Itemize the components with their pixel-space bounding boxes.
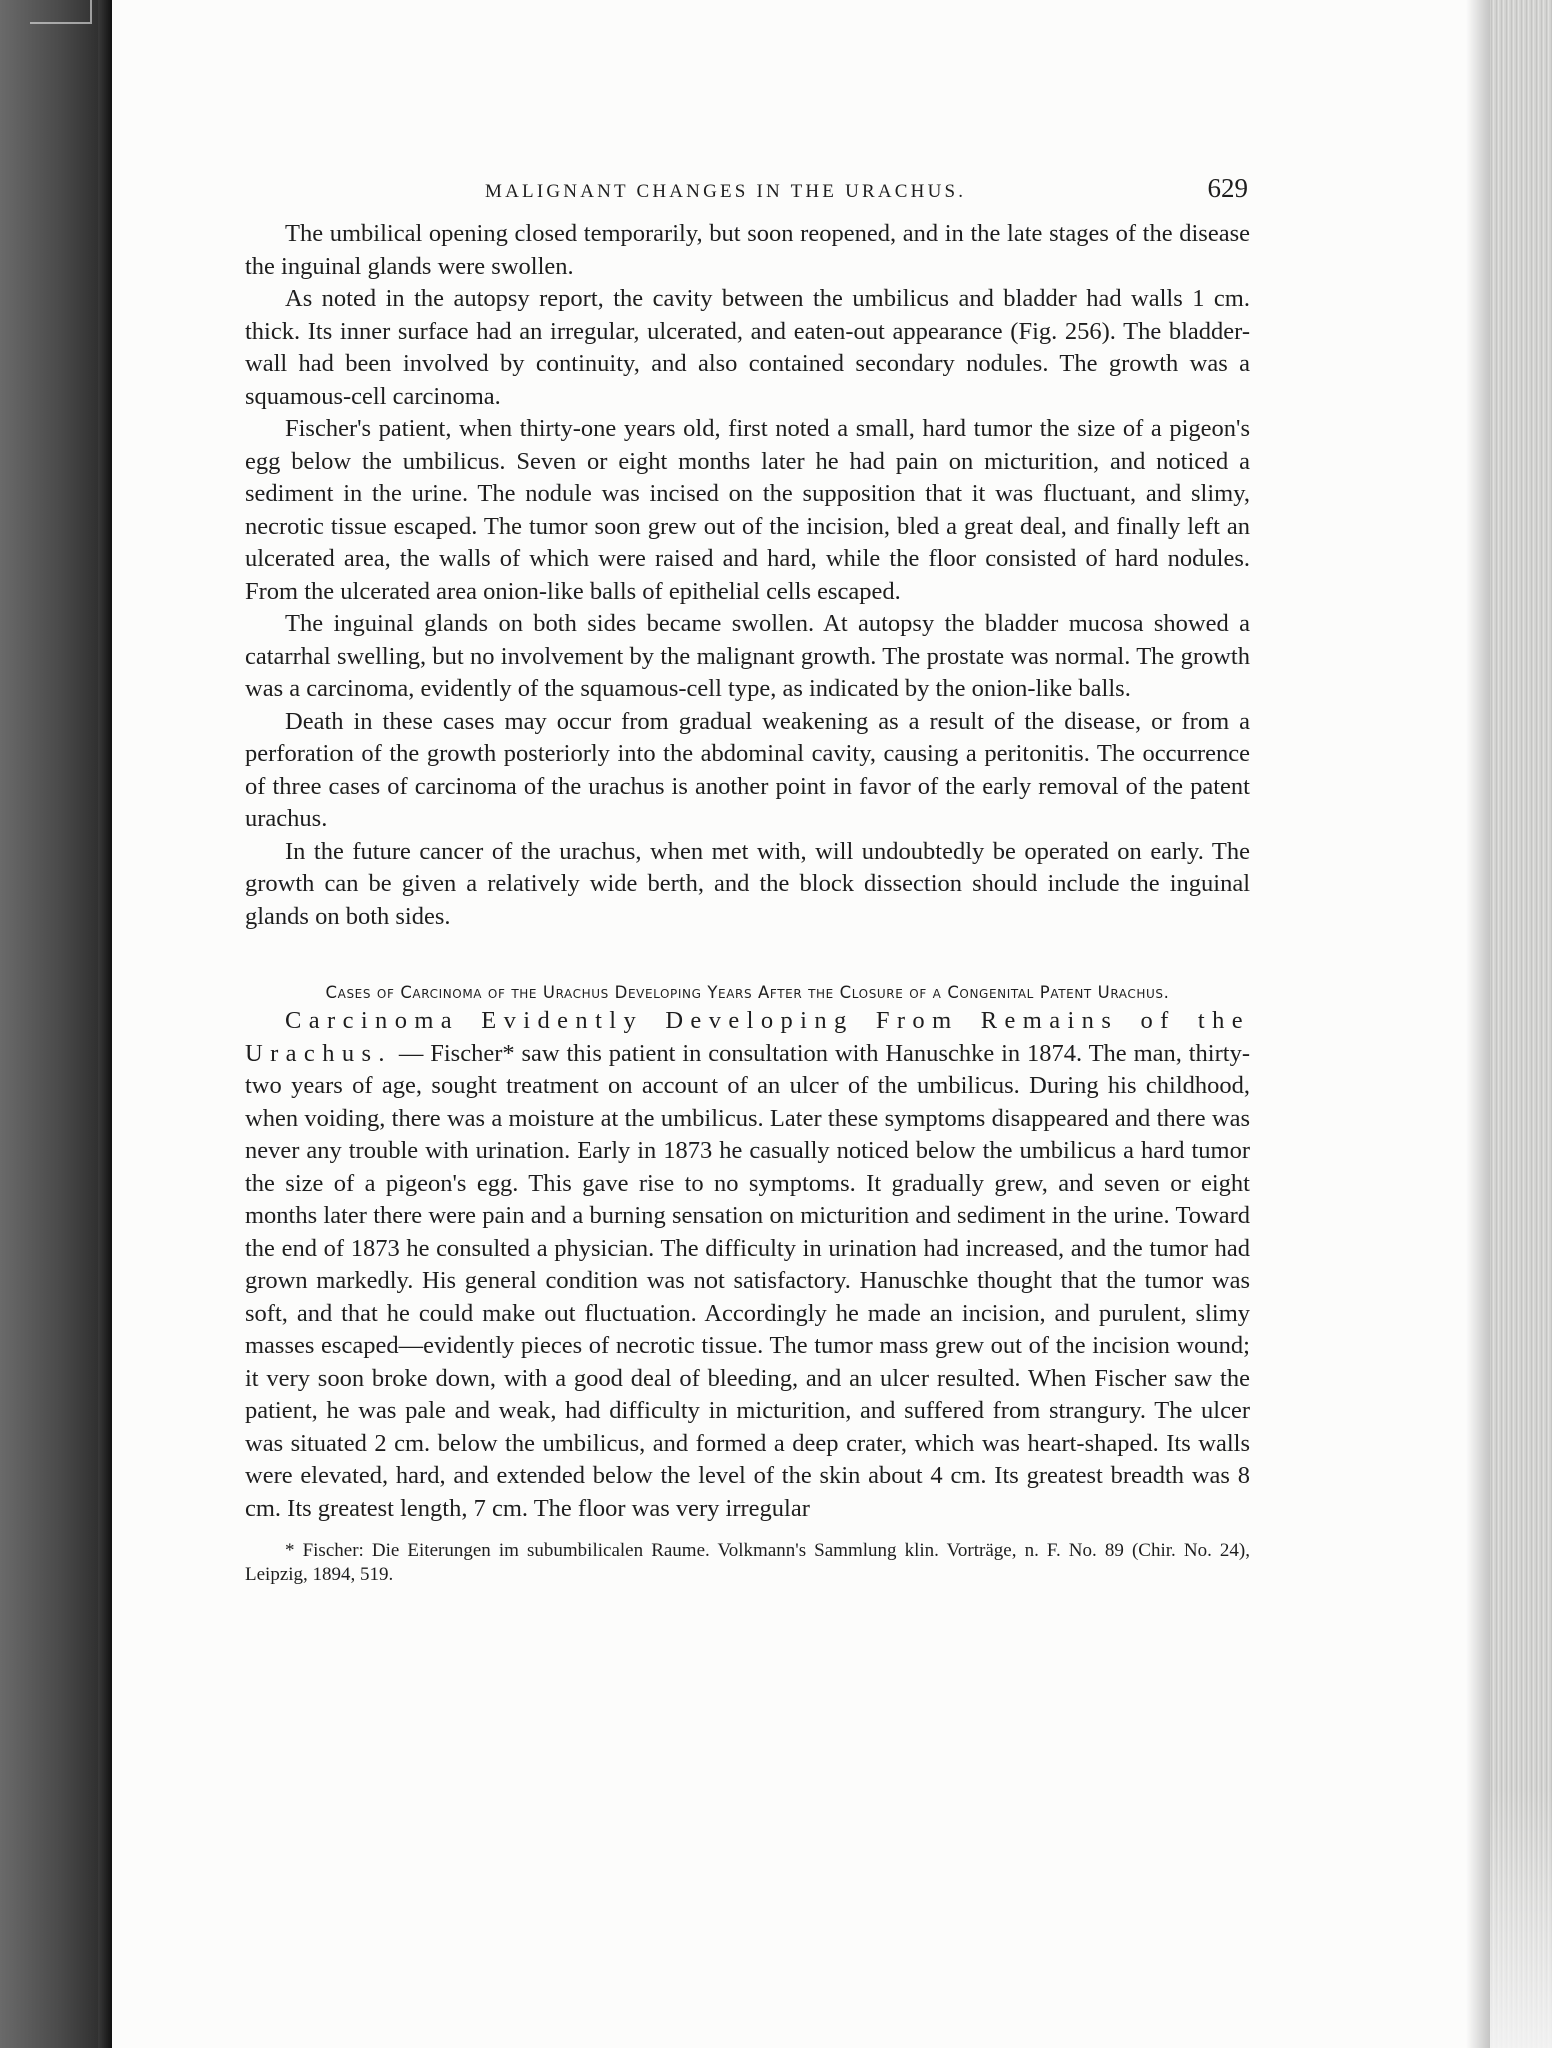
running-head (245, 170, 1250, 210)
page-number: 629 (1207, 173, 1248, 203)
book-gutter-shadow (98, 0, 112, 2048)
footnote: * Fischer: Die Eiterungen im subumbilicalen Raume. Volkmann's Sammlung klin. Vorträge, n. F. No. 89 (Chir. No. 24), Leipzig, 1894, 519. (245, 1540, 1250, 1585)
paragraph-6: In the future cancer of the urachus, when met with, will undoubtedly be operated on early. The growth can be given a relatively wide berth, and the block dissection should include the inguinal glands on both sides. (245, 837, 1250, 930)
paragraph-1: The umbilical opening closed temporarily, but soon reopened, and in the late stages of the disease the inguinal glands were swollen. (245, 220, 1250, 280)
paragraph-3: Fischer's patient, when thirty-one years old, first noted a small, hard tumor the size of a pigeon's egg below the umbilicus. Seven or eight months later he had pain on micturition, and noticed a sediment in the urine. The nodule was incised on the supposition that it was fluctuant, and slimy, necrotic tissue escaped. The tumor soon grew out of the incision, bled a great deal, and finally left an ulcerated area, the walls of which were raised and hard, while the floor consisted of hard nodules. From the ulcerated area onion-like balls of epithelial cells escaped. (245, 415, 1250, 605)
section-heading: Cases of Carcinoma of the Urachus Developing Years After the Closure of a Congenital Patent Urachus. (325, 983, 1170, 1002)
case-body: — Fischer* saw this patient in consultation with Hanuschke in 1874. The man, thirty-two years of age, sought treatment on account of an ulcer of the umbilicus. During his childhood, when voiding, there was a moisture at the umbilicus. Later these symptoms disappeared and there was never any trouble with urination. Early in 1873 he casually noticed below the umbilicus a hard tumor the size of a pigeon's egg. This gave rise to no symptoms. It gradually grew, and seven or eight months later there were pain and a burning sensation on micturition and sediment in the urine. Toward the end of 1873 he consulted a physician. The difficulty in urination had increased, and the tumor had grown markedly. His general condition was not satisfactory. Hanuschke thought that the tumor was soft, and that he could make out fluctuation. Accordingly he made an incision, and purulent, slimy masses escaped—evidently pieces of necrotic tissue. The tumor mass grew out of the incision wound; it very soon broke down, with a good deal of bleeding, and an ulcer resulted. When Fischer saw the patient, he was pale and weak, had difficulty in micturition, and suffered from strangury. The ulcer was situated 2 cm. below the umbilicus, and formed a deep crater, which was heart-shaped. Its walls were elevated, hard, and extended below the level of the skin about 4 cm. Its greatest breadth was 8 cm. Its greatest length, 7 cm. The floor was very irregular (245, 1039, 1250, 1522)
case-paragraph (245, 1005, 1250, 1525)
footnote-separator (245, 1525, 1250, 1535)
page-stack-edge (1490, 0, 1552, 2048)
running-title: MALIGNANT CHANGES IN THE URACHUS. (485, 181, 967, 202)
paragraph-4: The inguinal glands on both sides became swollen. At autopsy the bladder mucosa showed a catarrhal swelling, but no involvement by the malignant growth. The prostate was normal. The growth was a carcinoma, evidently of the squamous-cell type, as indicated by the onion-like balls. (245, 610, 1250, 702)
paragraph-5: Death in these cases may occur from gradual weakening as a result of the disease, or from a perforation of the growth posteriorly into the abdominal cavity, causing a peritonitis. The occurrence of three cases of carcinoma of the urachus is another point in favor of the early removal of the patent urachus. (245, 707, 1250, 832)
book-page (245, 170, 1250, 1587)
left-page-edge (0, 0, 112, 2048)
right-page-shadow (1466, 0, 1490, 2048)
page-corner-mark (30, 0, 92, 24)
case-title: Carcinoma Evidently Developing From Remains of the Urachus. (245, 1007, 1250, 1067)
page-stack-fade (1490, 1788, 1552, 2048)
paragraph-2: As noted in the autopsy report, the cavity between the umbilicus and bladder had walls 1 cm. thick. Its inner surface had an irregular, ulcerated, and eaten-out appearance (Fig. 256). The bladder-wall had been involved by continuity, and also contained secondary nodules. The growth was a squamous-cell carcinoma. (245, 285, 1250, 410)
